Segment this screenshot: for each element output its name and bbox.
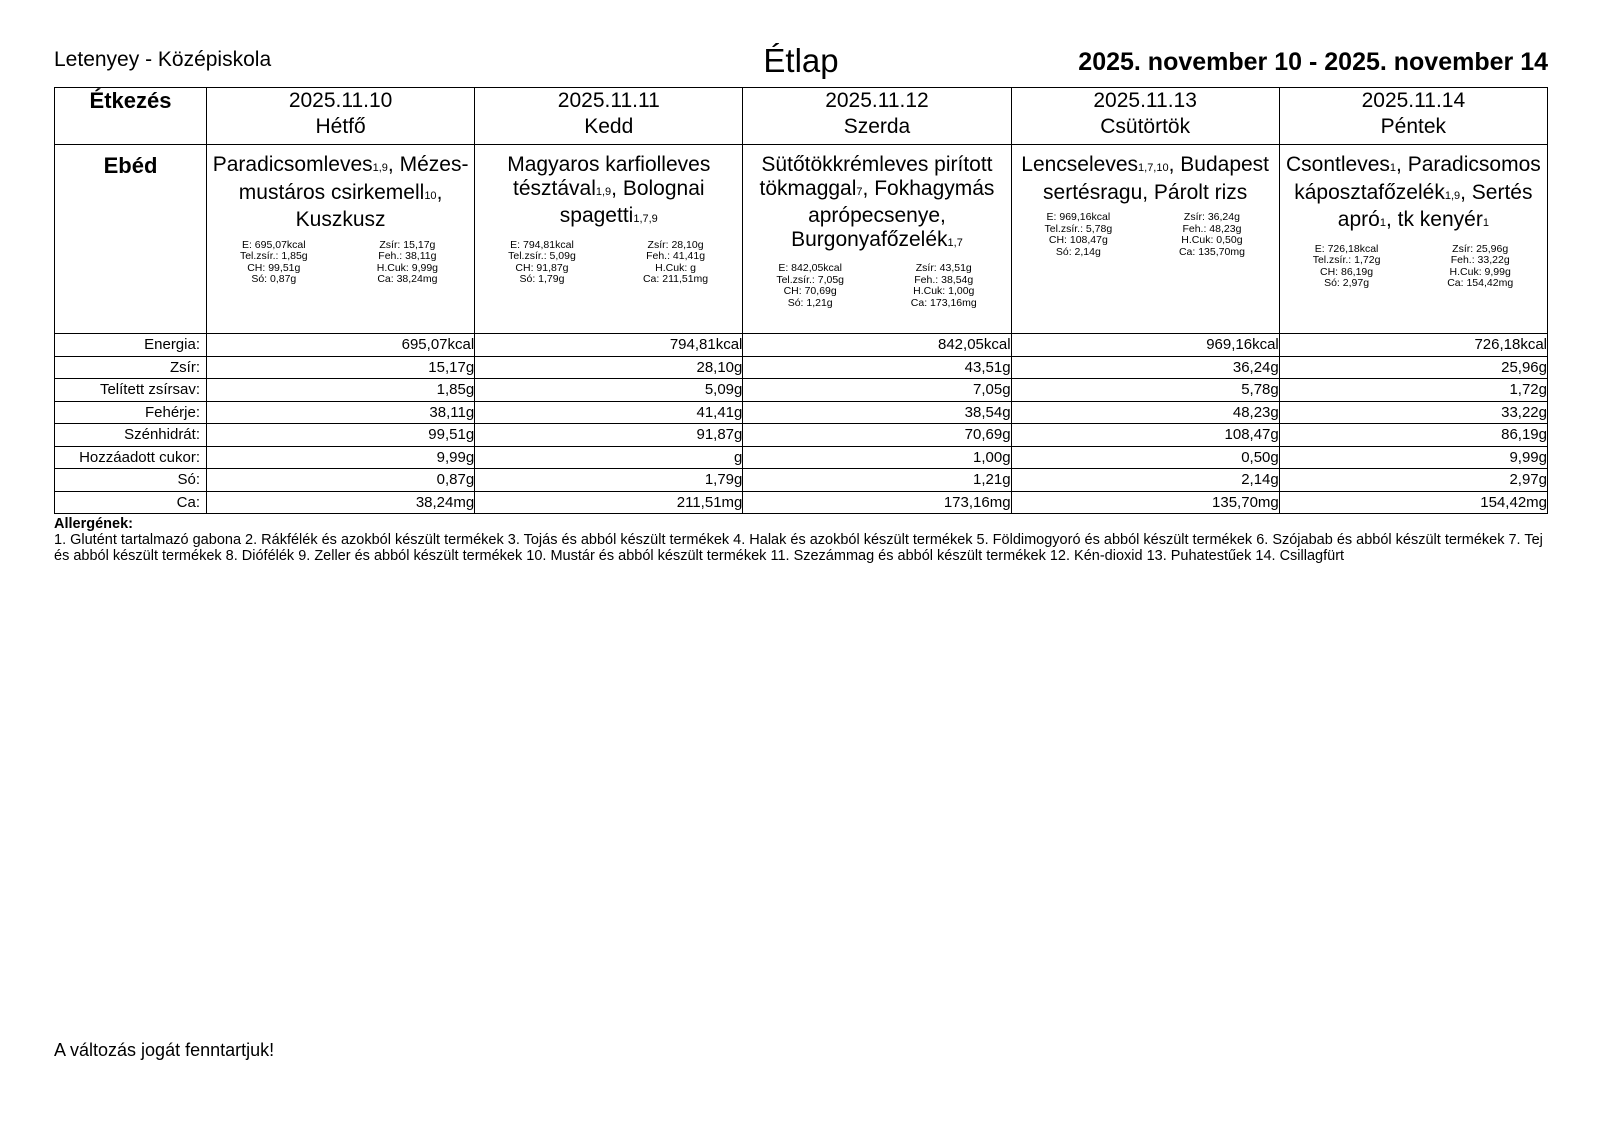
nutrition-item: Só: 1,21g <box>787 296 833 309</box>
nutrition-col-right <box>1152 212 1272 258</box>
allergen-codes: 1,9 <box>372 162 388 174</box>
stat-value: 38,24mg <box>207 491 475 514</box>
dish-name: tk kenyér <box>1397 208 1483 231</box>
stat-value: 211,51mg <box>475 491 743 514</box>
nutrition-item: H.Cuk: 9,99g <box>376 261 439 274</box>
nutrition-col-right <box>884 263 1004 309</box>
nutrition-col-left <box>750 263 870 309</box>
nutrition-item: CH: 91,87g <box>515 261 569 274</box>
allergen-codes: 1,7,10 <box>1138 162 1169 174</box>
dish-list <box>207 145 474 232</box>
day-header <box>475 88 743 145</box>
nutrition-item: CH: 86,19g <box>1320 265 1374 278</box>
stat-row <box>55 379 1548 402</box>
day-header <box>207 88 475 145</box>
allergen-codes: 10 <box>424 189 437 202</box>
stat-value: 15,17g <box>207 356 475 379</box>
stat-value: g <box>475 446 743 469</box>
day-weekday: Kedd <box>584 115 634 138</box>
stat-value: 36,24g <box>1011 356 1279 379</box>
stat-label: Szénhidrát: <box>55 424 207 447</box>
stat-value: 33,22g <box>1279 401 1547 424</box>
nutrition-item: Só: 2,14g <box>1055 245 1101 258</box>
dish-list <box>475 145 742 232</box>
day-date: 2025.11.11 <box>557 89 660 112</box>
stat-value: 154,42mg <box>1279 491 1547 514</box>
nutrition-item: Feh.: 41,41g <box>646 250 706 262</box>
stat-value: 2,14g <box>1011 469 1279 492</box>
day-menu-cell <box>743 145 1011 334</box>
dish-name: Magyaros karfiolleves tésztával <box>507 153 711 200</box>
dish-name: Bolognai spagetti <box>559 176 705 227</box>
nutrition-item: E: 842,05kcal <box>778 262 842 274</box>
stat-value: 7,05g <box>743 379 1011 402</box>
stat-label: Só: <box>55 469 207 492</box>
stat-value: 86,19g <box>1279 424 1547 447</box>
stat-label: Energia: <box>55 334 207 357</box>
day-menu-cell <box>1011 145 1279 334</box>
dish-name: Sütőtökkrémleves pirított tökmaggal <box>759 153 993 200</box>
nutrition-item: H.Cuk: g <box>655 261 696 274</box>
nutrition-item: Só: 0,87g <box>251 273 297 285</box>
menu-table <box>54 87 1548 514</box>
allergen-codes: 7 <box>856 185 863 198</box>
nutrition-col-left <box>1018 212 1138 258</box>
nutrition-col-left <box>482 240 602 286</box>
allergen-title: Allergének: <box>54 516 133 532</box>
nutrition-item: Feh.: 33,22g <box>1450 254 1510 266</box>
dish-separator: , <box>1396 153 1408 176</box>
nutrition-col-right <box>1420 244 1540 290</box>
allergen-codes: 1,7,9 <box>633 213 658 225</box>
page-header <box>54 44 1548 84</box>
stat-value: 842,05kcal <box>743 334 1011 357</box>
day-weekday: Szerda <box>843 115 911 138</box>
nutrition-col-right <box>347 240 467 286</box>
nutrition-item: Zsír: 28,10g <box>647 238 704 251</box>
stat-value: 108,47g <box>1011 424 1279 447</box>
dish-name: Párolt rizs <box>1153 180 1248 204</box>
dish-name: Paradicsomleves <box>212 153 373 176</box>
stat-label: Ca: <box>55 491 207 514</box>
dish-list <box>1280 145 1547 236</box>
dish-separator: , <box>940 204 946 227</box>
corner-label: Étkezés <box>55 88 207 145</box>
stat-value: 1,85g <box>207 379 475 402</box>
dish-name: Lencseleves <box>1021 153 1139 176</box>
stat-value: 5,09g <box>475 379 743 402</box>
day-header-row <box>55 88 1548 145</box>
stat-row <box>55 356 1548 379</box>
stat-label: Hozzáadott cukor: <box>55 446 207 469</box>
stat-value: 0,50g <box>1011 446 1279 469</box>
day-weekday: Péntek <box>1380 115 1447 138</box>
stat-value: 9,99g <box>207 446 475 469</box>
menu-page <box>54 44 1548 564</box>
dish-list <box>1012 145 1279 204</box>
dish-separator: , <box>387 153 400 176</box>
dish-separator: , <box>1142 180 1154 204</box>
stat-row <box>55 334 1548 357</box>
stat-value: 38,11g <box>207 401 475 424</box>
day-menu-cell <box>475 145 743 334</box>
nutrition-item: Feh.: 38,54g <box>914 273 974 286</box>
dish-separator: , <box>611 176 623 200</box>
nutrition-item: Zsír: 25,96g <box>1452 242 1509 255</box>
stat-value: 695,07kcal <box>207 334 475 357</box>
nutrition-item: CH: 99,51g <box>247 261 301 274</box>
stat-row <box>55 446 1548 469</box>
stat-label: Zsír: <box>55 356 207 379</box>
dish-name: Sertés apró <box>1337 180 1533 231</box>
stat-value: 70,69g <box>743 424 1011 447</box>
day-menu-cell <box>1279 145 1547 334</box>
stat-value: 28,10g <box>475 356 743 379</box>
allergen-text: 1. Glutént tartalmazó gabona 2. Rákfélék és azokból készült termékek 3. Tojás és abból készült termékek 4. Halak és azokból készült termékek 5. Földimogyoró és abból készült termékek 6. Szójabab és abból készült termékek 7. Tej és abból készült termékek 8. Diófélék 9. Zeller és abból készült termékek 10. Mustár és abból készült termékek 11. Szezámmag és abból készült termékek 12. Kén-dioxid 13. Puhatestűek 14. Csillagfürt <box>54 532 1543 564</box>
dish-name: Paradicsomos káposztafőzelék <box>1294 153 1541 204</box>
stat-value: 48,23g <box>1011 401 1279 424</box>
nutrition-item: Zsír: 15,17g <box>379 238 436 251</box>
dish-separator: , <box>862 176 875 200</box>
allergen-codes: 1,7 <box>947 236 963 249</box>
day-date: 2025.11.13 <box>1093 89 1197 112</box>
dish-name: Fokhagymás aprópecsenye <box>808 176 995 227</box>
stat-value: 0,87g <box>207 469 475 492</box>
nutrition-box <box>475 240 742 286</box>
day-header <box>1011 88 1279 145</box>
nutrition-item: H.Cuk: 1,00g <box>913 285 975 297</box>
stat-value: 2,97g <box>1279 469 1547 492</box>
nutrition-item: Só: 1,79g <box>519 273 565 285</box>
stat-label: Telített zsírsav: <box>55 379 207 402</box>
nutrition-item: Zsír: 43,51g <box>915 262 972 274</box>
nutrition-item: H.Cuk: 0,50g <box>1181 234 1243 246</box>
day-header <box>743 88 1011 145</box>
nutrition-item: Ca: 135,70mg <box>1178 245 1245 258</box>
stat-value: 1,72g <box>1279 379 1547 402</box>
nutrition-item: CH: 70,69g <box>783 285 837 297</box>
allergen-codes: 1 <box>1379 217 1386 229</box>
nutrition-item: CH: 108,47g <box>1048 234 1108 246</box>
nutrition-item: Tel.zsír.: 1,85g <box>239 250 308 262</box>
allergen-codes: 1 <box>1389 162 1397 174</box>
nutrition-item: Ca: 211,51mg <box>642 273 709 285</box>
stat-value: 99,51g <box>207 424 475 447</box>
nutrition-col-left <box>214 240 334 286</box>
stat-value: 9,99g <box>1279 446 1547 469</box>
dish-name: Kuszkusz <box>295 208 386 231</box>
dish-name: Burgonyafőzelék <box>791 227 948 251</box>
school-name: Letenyey - Középiskola <box>54 48 272 71</box>
stat-value: 969,16kcal <box>1011 334 1279 357</box>
day-date: 2025.11.10 <box>288 89 393 112</box>
nutrition-item: Tel.zsír.: 5,78g <box>1044 222 1113 235</box>
stat-value: 1,00g <box>743 446 1011 469</box>
stat-value: 25,96g <box>1279 356 1547 379</box>
nutrition-box <box>1012 212 1279 258</box>
stat-row <box>55 401 1548 424</box>
dish-name: Mézes-mustáros csirkemell <box>238 153 469 204</box>
nutrition-box <box>743 263 1010 309</box>
stat-value: 43,51g <box>743 356 1011 379</box>
stat-value: 41,41g <box>475 401 743 424</box>
nutrition-item: E: 794,81kcal <box>510 238 574 251</box>
nutrition-item: E: 969,16kcal <box>1046 211 1111 223</box>
stat-value: 91,87g <box>475 424 743 447</box>
stat-value: 1,79g <box>475 469 743 492</box>
stat-label: Fehérje: <box>55 401 207 424</box>
allergen-legend <box>54 516 1548 564</box>
day-date: 2025.11.12 <box>825 89 929 112</box>
lunch-row <box>55 145 1548 334</box>
day-weekday: Csütörtök <box>1100 115 1191 138</box>
nutrition-item: Feh.: 48,23g <box>1182 222 1242 235</box>
allergen-codes: 1,9 <box>595 185 612 198</box>
nutrition-item: Feh.: 38,11g <box>378 250 437 262</box>
nutrition-item: E: 726,18kcal <box>1314 242 1379 255</box>
nutrition-col-left <box>1286 244 1406 290</box>
nutrition-item: Tel.zsír.: 1,72g <box>1312 254 1381 266</box>
dish-separator: , <box>436 180 443 204</box>
stat-value: 794,81kcal <box>475 334 743 357</box>
dish-name: Csontleves <box>1286 153 1390 176</box>
dish-name: Budapest sertésragu <box>1043 153 1270 204</box>
allergen-codes: 1 <box>1482 217 1489 229</box>
nutrition-col-right <box>615 240 735 286</box>
dish-list <box>743 145 1010 255</box>
nutrition-item: E: 695,07kcal <box>241 238 306 251</box>
date-range: 2025. november 10 - 2025. november 14 <box>1078 48 1548 76</box>
stat-value: 38,54g <box>743 401 1011 424</box>
day-header <box>1279 88 1547 145</box>
nutrition-item: Tel.zsír.: 7,05g <box>776 273 845 286</box>
nutrition-item: Ca: 154,42mg <box>1447 277 1514 289</box>
nutrition-item: Tel.zsír.: 5,09g <box>508 250 576 262</box>
stat-value: 1,21g <box>743 469 1011 492</box>
stat-value: 135,70mg <box>1011 491 1279 514</box>
dish-separator: , <box>1460 180 1472 204</box>
footer-note: A változás jogát fenntartjuk! <box>54 1040 275 1060</box>
day-menu-cell <box>207 145 475 334</box>
allergen-codes: 1,9 <box>1444 189 1461 202</box>
day-weekday: Hétfő <box>315 115 366 138</box>
dish-separator: , <box>1168 153 1181 176</box>
nutrition-item: Só: 2,97g <box>1324 277 1370 289</box>
stat-value: 173,16mg <box>743 491 1011 514</box>
nutrition-item: H.Cuk: 9,99g <box>1449 265 1511 278</box>
dish-separator: , <box>1385 208 1398 231</box>
nutrition-box <box>1280 244 1547 290</box>
day-date: 2025.11.14 <box>1361 89 1466 112</box>
stat-value: 726,18kcal <box>1279 334 1547 357</box>
page-title: Étlap <box>763 42 839 79</box>
stat-value: 5,78g <box>1011 379 1279 402</box>
nutrition-summary <box>55 334 1548 514</box>
stat-row <box>55 491 1548 514</box>
nutrition-item: Zsír: 36,24g <box>1183 211 1240 223</box>
stat-row <box>55 424 1548 447</box>
nutrition-item: Ca: 38,24mg <box>377 273 438 285</box>
stat-row <box>55 469 1548 492</box>
nutrition-box <box>207 240 474 286</box>
nutrition-item: Ca: 173,16mg <box>910 296 977 309</box>
meal-label: Ebéd <box>55 145 207 334</box>
